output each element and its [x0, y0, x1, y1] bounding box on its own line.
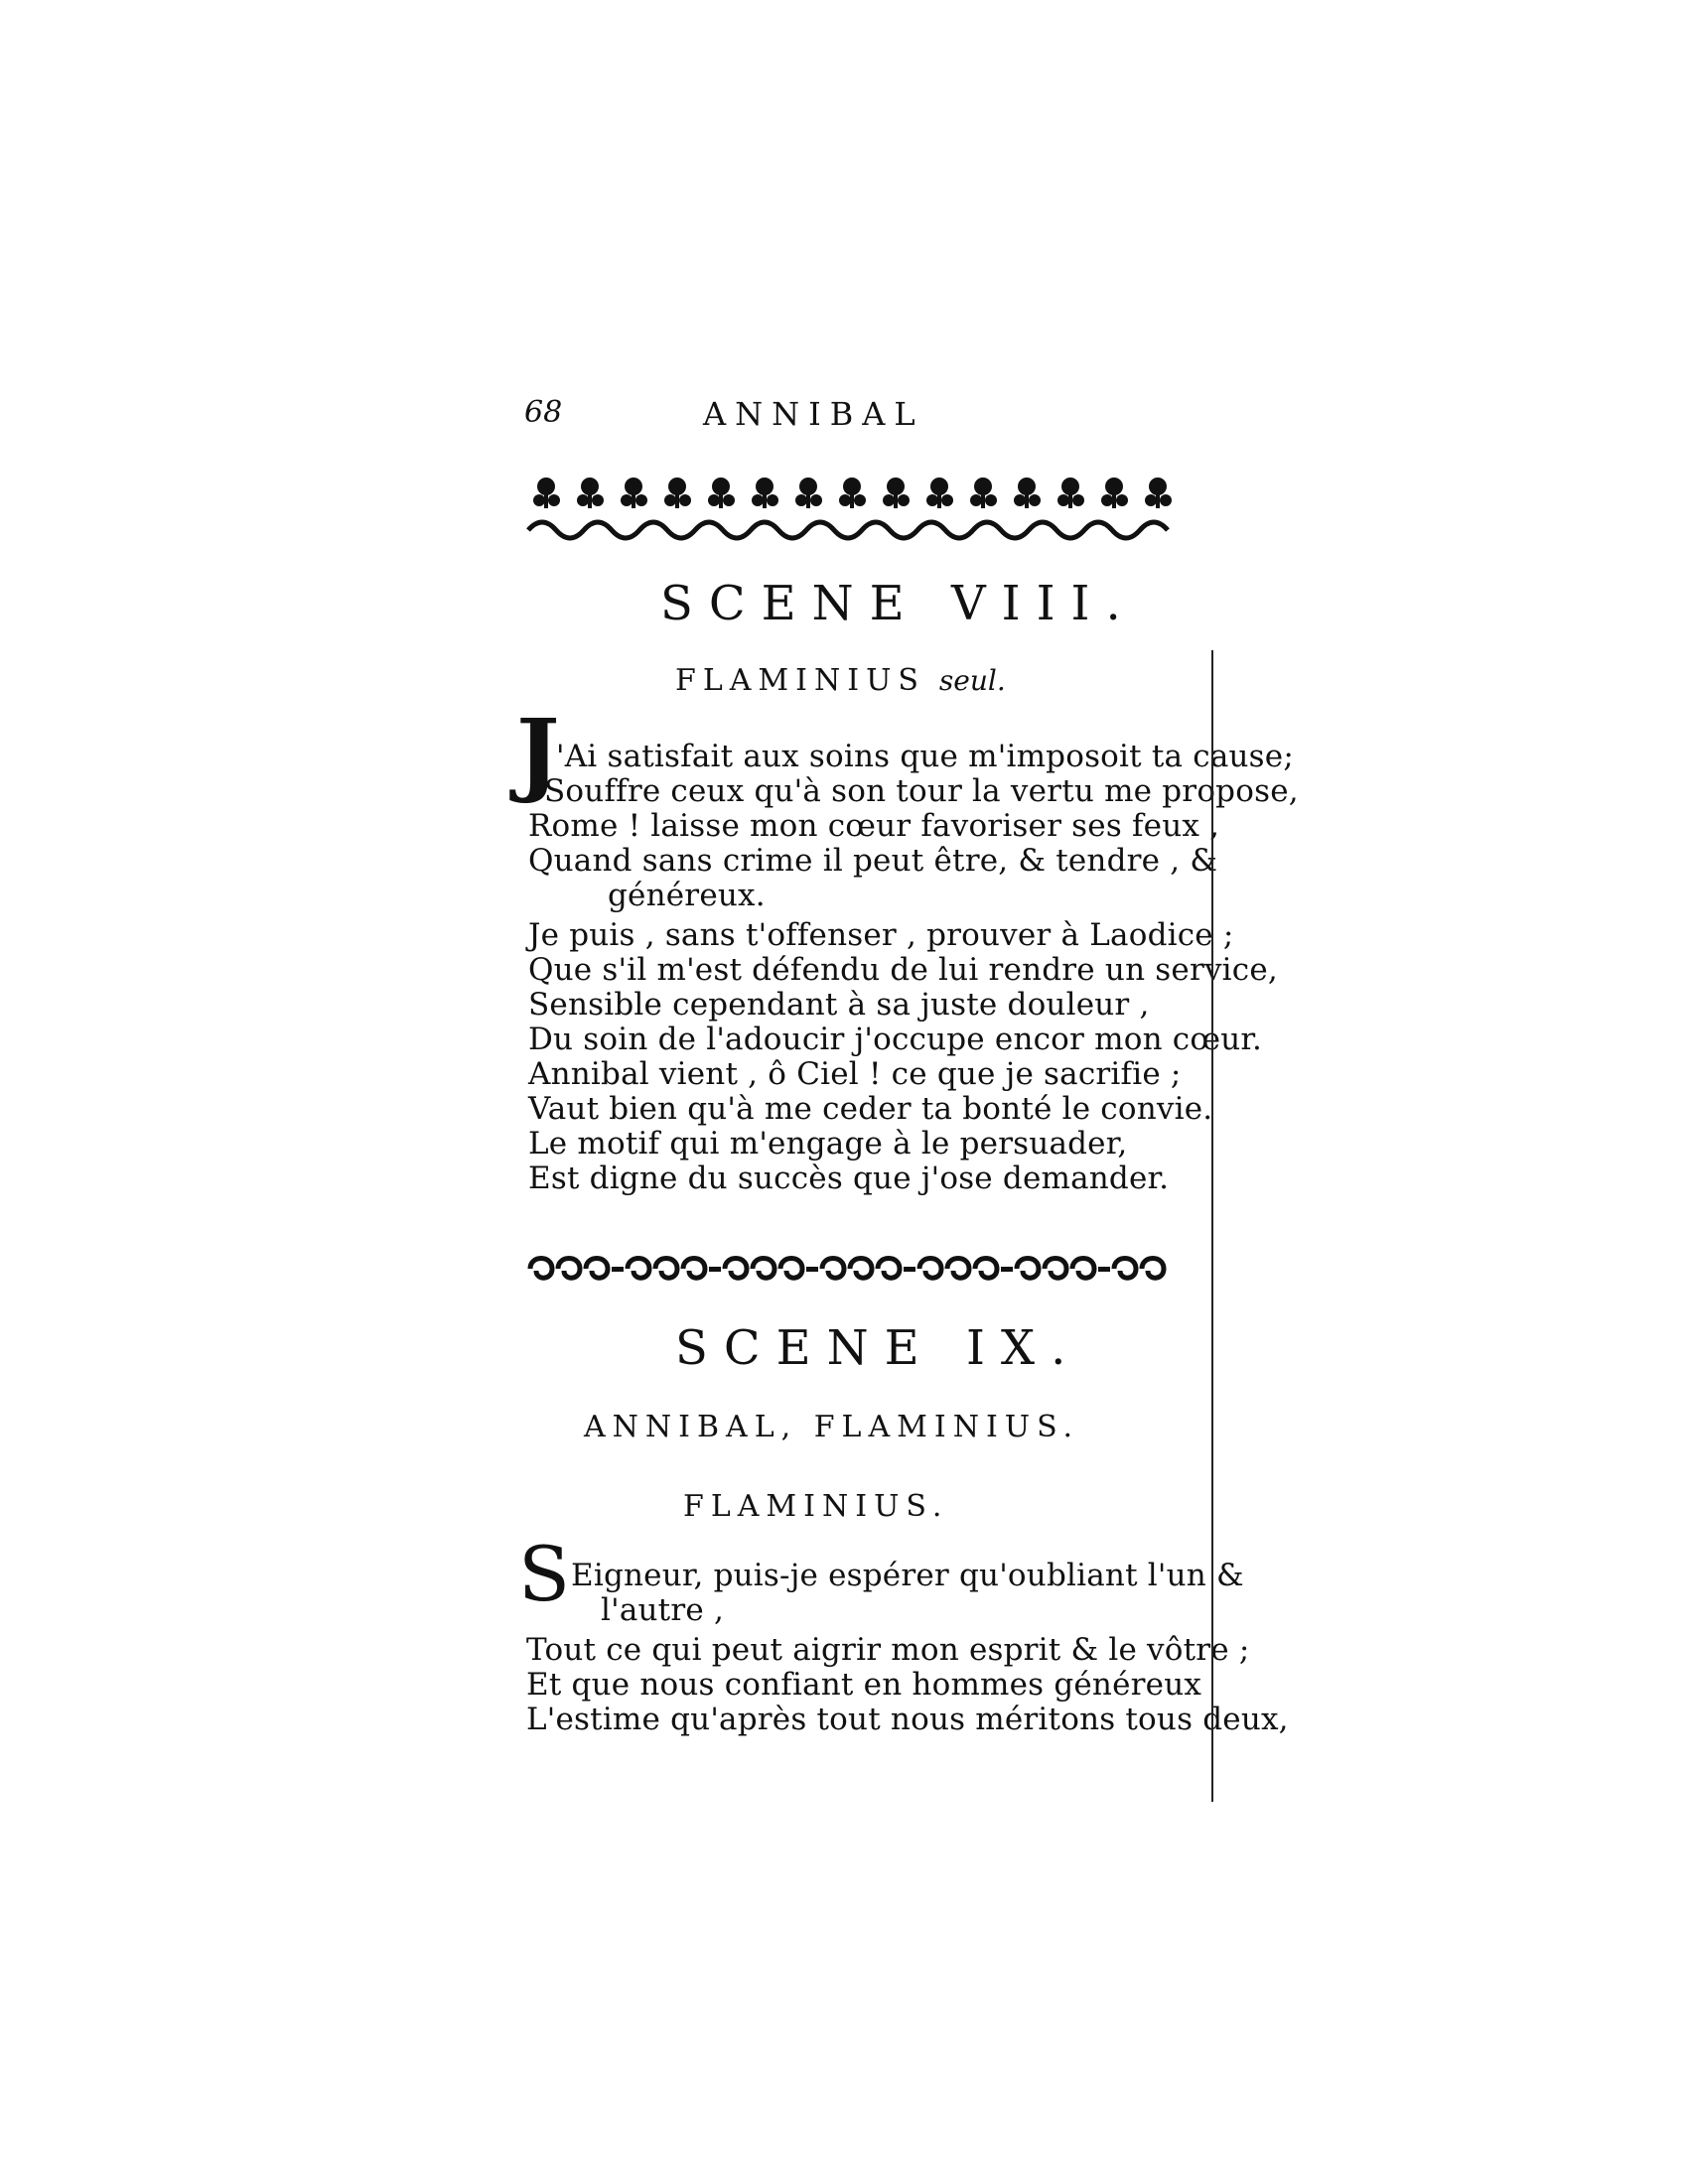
verse-line: Tout ce qui peut aigrir mon esprit & le vôtre ; — [526, 1632, 1250, 1668]
scene-9-drop-cap: S — [518, 1530, 571, 1618]
page-number: 68 — [524, 395, 563, 430]
verse-line: l'autre , — [601, 1592, 725, 1628]
verse-line: Que s'il m'est défendu de lui rendre un service, — [528, 952, 1278, 988]
floral-ornament-band-top — [524, 475, 1180, 544]
verse-line: Est digne du succès que j'ose demander. — [528, 1160, 1170, 1196]
verse-line: Rome ! laisse mon cœur favoriser ses feux , — [528, 808, 1220, 844]
verse-line: Souffre ceux qu'à son tour la vertu me propose, — [544, 773, 1299, 809]
verse-line: L'estime qu'après tout nous méritons tous deux, — [526, 1702, 1289, 1737]
scene-9-title: SCENE IX. — [675, 1320, 1082, 1376]
verse-line: Annibal vient , ô Ciel ! ce que je sacrifie ; — [528, 1056, 1182, 1092]
verse-line: Du soin de l'adoucir j'occupe encor mon cœur. — [528, 1022, 1263, 1057]
verse-line: Vaut bien qu'à me ceder ta bonté le convie. — [528, 1091, 1213, 1127]
verse-line: Je puis , sans t'offenser , prouver à Laodice ; — [528, 917, 1234, 953]
verse-line: généreux. — [608, 878, 766, 913]
stage-direction: seul. — [938, 664, 1006, 697]
scene-9-characters: ANNIBAL, FLAMINIUS. — [584, 1410, 1080, 1444]
verse-line: Eigneur, puis-je espérer qu'oubliant l'un & — [571, 1558, 1244, 1593]
scene-9-speaker: FLAMINIUS. — [683, 1489, 949, 1524]
scene-8-drop-cap: J — [516, 699, 560, 806]
scene-8-title: SCENE VIII. — [660, 576, 1137, 631]
scroll-ornament-band — [524, 1244, 1180, 1294]
verse-line: Et que nous confiant en hommes généreux — [526, 1667, 1202, 1703]
page-header — [524, 395, 1041, 439]
verse-line: Quand sans crime il peut être, & tendre , & — [528, 843, 1218, 879]
verse-line: Le motif qui m'engage à le persuader, — [528, 1126, 1128, 1161]
running-title: ANNIBAL — [703, 395, 924, 433]
scene-8-speaker: FLAMINIUS — [675, 663, 925, 698]
verse-line: 'Ai satisfait aux soins que m'imposoit ta cause; — [556, 739, 1294, 774]
scene-8-speaker-line — [675, 663, 1006, 698]
page-edge-rule — [1211, 650, 1213, 1802]
verse-line: Sensible cependant à sa juste douleur , — [528, 987, 1150, 1023]
